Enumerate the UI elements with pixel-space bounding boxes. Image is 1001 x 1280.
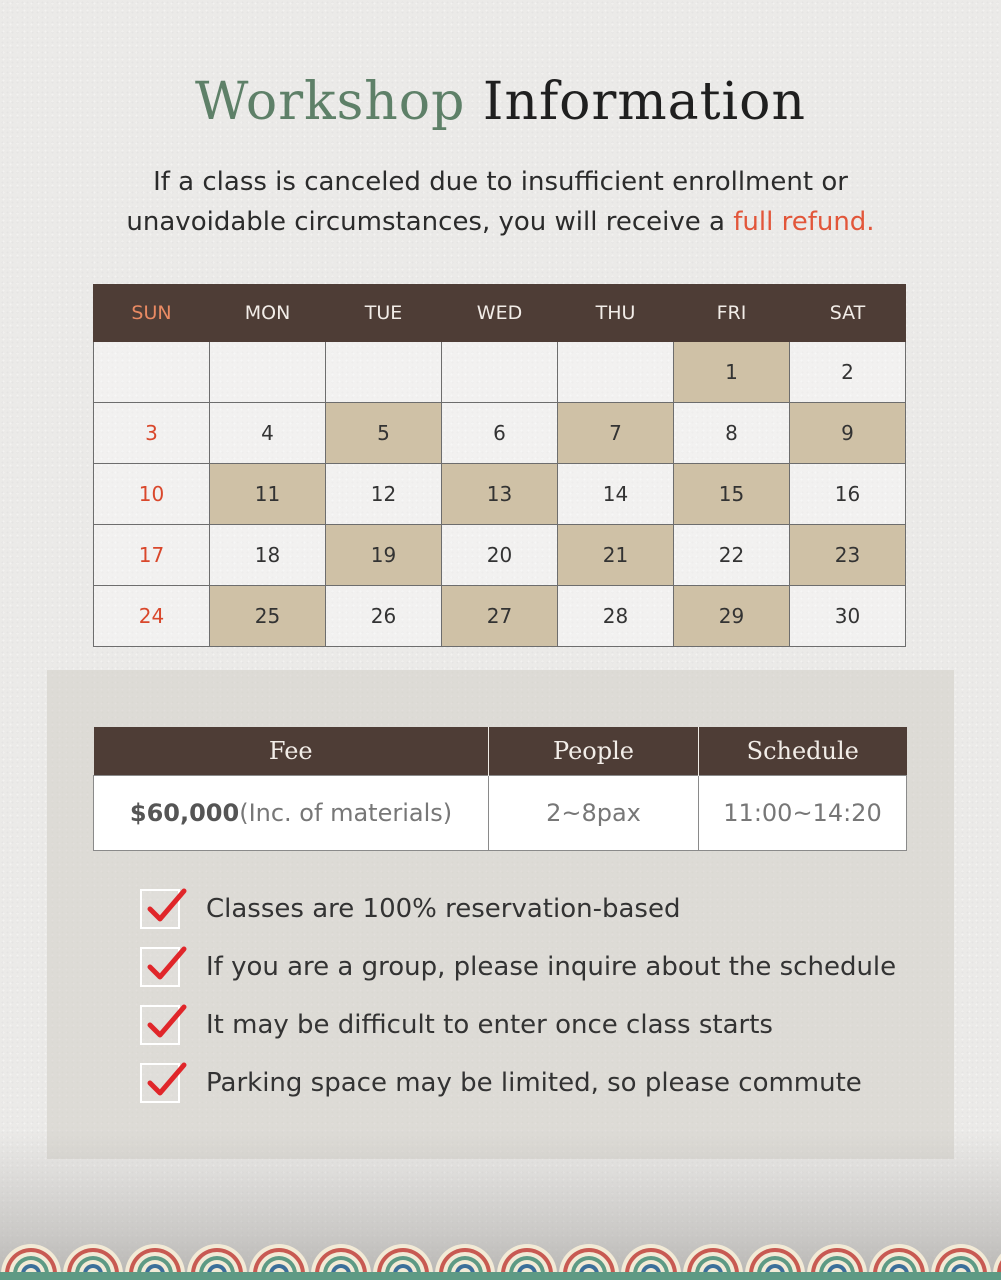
fee-note: (Inc. of materials): [239, 799, 453, 827]
fee-header: Fee: [94, 727, 489, 776]
calendar-week-row: [94, 342, 906, 403]
checkmark-icon: [140, 1063, 180, 1103]
calendar-day-cell: 21: [558, 525, 674, 586]
full-refund-highlight: full refund.: [733, 207, 875, 237]
calendar-day-cell: 6: [442, 403, 558, 464]
calendar-empty-cell: [326, 342, 442, 403]
note-item: [140, 1054, 896, 1112]
calendar-day-cell: 7: [558, 403, 674, 464]
day-header-wed: WED: [442, 285, 558, 342]
calendar-day-cell: 17: [94, 525, 210, 586]
day-header-sat: SAT: [790, 285, 906, 342]
calendar-day-cell: 23: [790, 525, 906, 586]
calendar-week-row: [94, 464, 906, 525]
day-header-fri: FRI: [674, 285, 790, 342]
notes-list: [140, 880, 896, 1112]
details-header-row: [94, 727, 907, 776]
calendar-day-cell: 13: [442, 464, 558, 525]
calendar-empty-cell: [442, 342, 558, 403]
calendar-day-cell: 18: [210, 525, 326, 586]
note-item: [140, 880, 896, 938]
people-header: People: [489, 727, 699, 776]
details-row: [94, 776, 907, 851]
calendar-week-row: [94, 586, 906, 647]
fee-cell: [94, 776, 489, 851]
refund-notice-line1: If a class is canceled due to insufficient enrollment or: [153, 167, 848, 197]
people-cell: 2~8pax: [489, 776, 699, 851]
fee-amount: $60,000: [129, 799, 240, 827]
calendar-week-row: [94, 403, 906, 464]
calendar-day-cell: 2: [790, 342, 906, 403]
note-text: If you are a group, please inquire about the schedule: [206, 952, 897, 982]
refund-notice: [0, 162, 1001, 242]
schedule-header: Schedule: [699, 727, 907, 776]
calendar-day-cell: 29: [674, 586, 790, 647]
workshop-details-table: [93, 727, 907, 851]
calendar-empty-cell: [210, 342, 326, 403]
day-header-thu: THU: [558, 285, 674, 342]
calendar-week-row: [94, 525, 906, 586]
checkmark-icon: [140, 947, 180, 987]
calendar-day-cell: 22: [674, 525, 790, 586]
refund-notice-text: unavoidable circumstances, you will receive a: [126, 207, 734, 237]
calendar-day-cell: 30: [790, 586, 906, 647]
day-header-sun: SUN: [94, 285, 210, 342]
calendar-day-cell: 9: [790, 403, 906, 464]
wave-pattern-border: [0, 1218, 1001, 1280]
calendar-day-cell: 10: [94, 464, 210, 525]
calendar-empty-cell: [94, 342, 210, 403]
note-item: [140, 996, 896, 1054]
title-information: Information: [482, 72, 806, 132]
title-workshop: Workshop: [195, 72, 466, 132]
calendar-day-cell: 19: [326, 525, 442, 586]
refund-notice-line2: [0, 202, 1001, 242]
calendar-empty-cell: [558, 342, 674, 403]
calendar-day-cell: 11: [210, 464, 326, 525]
note-item: [140, 938, 896, 996]
calendar-day-cell: 24: [94, 586, 210, 647]
calendar-day-cell: 1: [674, 342, 790, 403]
calendar-day-cell: 16: [790, 464, 906, 525]
calendar-day-cell: 25: [210, 586, 326, 647]
checkmark-icon: [140, 889, 180, 929]
note-text: It may be difficult to enter once class starts: [206, 1010, 773, 1040]
note-text: Parking space may be limited, so please commute: [206, 1068, 862, 1098]
calendar-body: [94, 342, 906, 647]
calendar-day-cell: 14: [558, 464, 674, 525]
day-header-tue: TUE: [326, 285, 442, 342]
calendar-day-cell: 28: [558, 586, 674, 647]
calendar-day-cell: 5: [326, 403, 442, 464]
schedule-cell: 11:00~14:20: [699, 776, 907, 851]
calendar-day-cell: 8: [674, 403, 790, 464]
calendar-day-cell: 15: [674, 464, 790, 525]
calendar-day-cell: 4: [210, 403, 326, 464]
calendar-day-cell: 12: [326, 464, 442, 525]
calendar-header-row: [94, 285, 906, 342]
calendar-day-cell: 27: [442, 586, 558, 647]
day-header-mon: MON: [210, 285, 326, 342]
workshop-calendar: [93, 284, 906, 647]
note-text: Classes are 100% reservation-based: [206, 894, 681, 924]
calendar-day-cell: 20: [442, 525, 558, 586]
page-title: [0, 72, 1001, 132]
checkmark-icon: [140, 1005, 180, 1045]
calendar-day-cell: 3: [94, 403, 210, 464]
calendar-day-cell: 26: [326, 586, 442, 647]
